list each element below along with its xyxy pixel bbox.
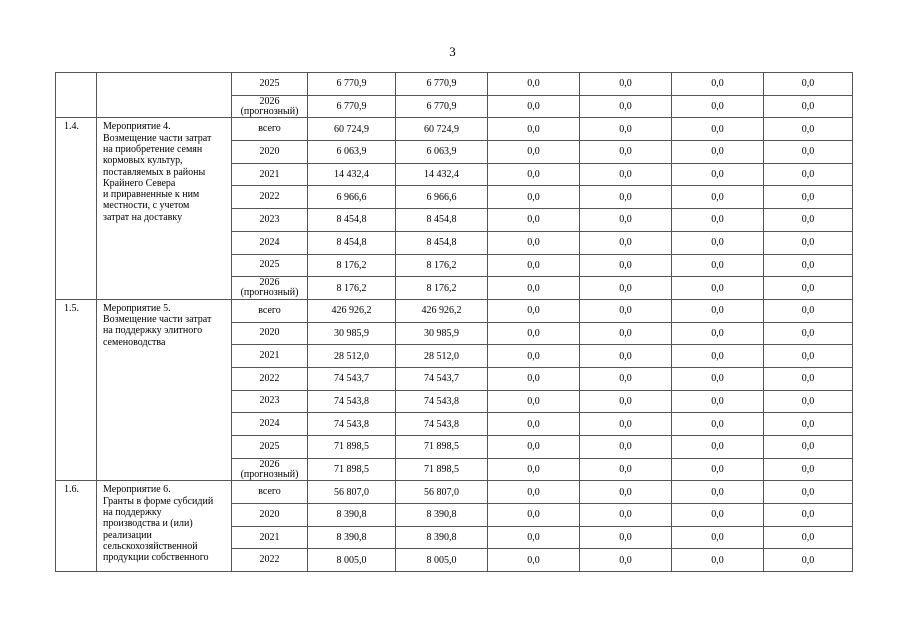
value-cell: 6 063,9 — [396, 141, 488, 164]
zero-cell: 0,0 — [580, 231, 672, 254]
zero-cell: 0,0 — [488, 163, 580, 186]
zero-cell: 0,0 — [764, 367, 853, 390]
zero-cell: 0,0 — [580, 254, 672, 277]
zero-cell: 0,0 — [488, 299, 580, 322]
zero-cell: 0,0 — [672, 367, 764, 390]
zero-cell: 0,0 — [764, 436, 853, 459]
value-cell: 8 390,8 — [396, 504, 488, 527]
year-cell: 2023 — [232, 209, 308, 232]
total-cell: 426 926,2 — [308, 299, 396, 322]
total-cell: 56 807,0 — [308, 481, 396, 504]
total-cell: 71 898,5 — [308, 458, 396, 481]
zero-cell: 0,0 — [764, 299, 853, 322]
zero-cell: 0,0 — [672, 526, 764, 549]
item-name: Мероприятие 5. Возмещение части затрат на поддержку элитного семеноводства — [97, 299, 232, 481]
zero-cell: 0,0 — [672, 141, 764, 164]
zero-cell: 0,0 — [672, 186, 764, 209]
zero-cell: 0,0 — [488, 345, 580, 368]
table-row — [56, 481, 853, 504]
zero-cell: 0,0 — [764, 481, 853, 504]
total-cell: 28 512,0 — [308, 345, 396, 368]
zero-cell: 0,0 — [764, 526, 853, 549]
page-number: 3 — [449, 44, 456, 59]
zero-cell: 0,0 — [764, 95, 853, 118]
total-cell: 8 454,8 — [308, 209, 396, 232]
zero-cell: 0,0 — [580, 209, 672, 232]
zero-cell: 0,0 — [580, 458, 672, 481]
value-cell: 74 543,8 — [396, 413, 488, 436]
number-cell-empty — [56, 73, 97, 118]
zero-cell: 0,0 — [488, 277, 580, 300]
zero-cell: 0,0 — [764, 73, 853, 96]
item-name: Мероприятие 4. Возмещение части затрат на приобретение семян кормовых культур, поставляемых в районы Крайнего Севера и приравненные к ним местности, с учетом затрат на доставку — [97, 118, 232, 300]
value-cell: 14 432,4 — [396, 163, 488, 186]
item-number: 1.6. — [56, 481, 97, 572]
zero-cell: 0,0 — [580, 95, 672, 118]
value-cell: 6 770,9 — [396, 95, 488, 118]
year-cell: 2024 — [232, 231, 308, 254]
zero-cell: 0,0 — [672, 73, 764, 96]
total-cell: 8 390,8 — [308, 504, 396, 527]
zero-cell: 0,0 — [488, 186, 580, 209]
zero-cell: 0,0 — [580, 73, 672, 96]
zero-cell: 0,0 — [672, 163, 764, 186]
total-cell: 8 176,2 — [308, 277, 396, 300]
zero-cell: 0,0 — [764, 322, 853, 345]
total-cell: 8 454,8 — [308, 231, 396, 254]
zero-cell: 0,0 — [488, 118, 580, 141]
zero-cell: 0,0 — [672, 277, 764, 300]
year-cell: 2026 (прогнозный) — [232, 277, 308, 300]
zero-cell: 0,0 — [488, 231, 580, 254]
year-cell: 2021 — [232, 345, 308, 368]
zero-cell: 0,0 — [764, 458, 853, 481]
zero-cell: 0,0 — [488, 209, 580, 232]
table-row — [56, 299, 853, 322]
zero-cell: 0,0 — [672, 345, 764, 368]
year-cell: 2022 — [232, 186, 308, 209]
zero-cell: 0,0 — [580, 118, 672, 141]
total-cell: 6 966,6 — [308, 186, 396, 209]
zero-cell: 0,0 — [764, 504, 853, 527]
value-cell: 8 176,2 — [396, 254, 488, 277]
year-cell: 2025 — [232, 436, 308, 459]
value-cell: 74 543,8 — [396, 390, 488, 413]
total-cell: 71 898,5 — [308, 436, 396, 459]
zero-cell: 0,0 — [764, 186, 853, 209]
total-cell: 74 543,8 — [308, 390, 396, 413]
year-cell: всего — [232, 481, 308, 504]
zero-cell: 0,0 — [488, 504, 580, 527]
name-cell-empty — [97, 73, 232, 118]
zero-cell: 0,0 — [488, 390, 580, 413]
year-cell: 2024 — [232, 413, 308, 436]
total-cell: 8 176,2 — [308, 254, 396, 277]
zero-cell: 0,0 — [488, 367, 580, 390]
total-cell: 60 724,9 — [308, 118, 396, 141]
zero-cell: 0,0 — [672, 436, 764, 459]
year-cell: 2020 — [232, 141, 308, 164]
item-name: Мероприятие 6. Гранты в форме субсидий на поддержку производства и (или) реализации сельскохозяйственной продукции собственного — [97, 481, 232, 572]
zero-cell: 0,0 — [488, 254, 580, 277]
year-cell: 2026 (прогнозный) — [232, 95, 308, 118]
zero-cell: 0,0 — [764, 118, 853, 141]
year-cell: 2022 — [232, 367, 308, 390]
zero-cell: 0,0 — [488, 413, 580, 436]
zero-cell: 0,0 — [580, 390, 672, 413]
item-number: 1.5. — [56, 299, 97, 481]
zero-cell: 0,0 — [764, 254, 853, 277]
year-cell: 2020 — [232, 504, 308, 527]
value-cell: 71 898,5 — [396, 458, 488, 481]
value-cell: 6 770,9 — [396, 73, 488, 96]
zero-cell: 0,0 — [580, 413, 672, 436]
zero-cell: 0,0 — [764, 549, 853, 572]
year-cell: 2020 — [232, 322, 308, 345]
value-cell: 8 454,8 — [396, 209, 488, 232]
value-cell: 8 176,2 — [396, 277, 488, 300]
zero-cell: 0,0 — [764, 209, 853, 232]
total-cell: 14 432,4 — [308, 163, 396, 186]
value-cell: 8 005,0 — [396, 549, 488, 572]
zero-cell: 0,0 — [580, 504, 672, 527]
value-cell: 426 926,2 — [396, 299, 488, 322]
zero-cell: 0,0 — [488, 95, 580, 118]
value-cell: 8 390,8 — [396, 526, 488, 549]
zero-cell: 0,0 — [580, 526, 672, 549]
zero-cell: 0,0 — [580, 141, 672, 164]
value-cell: 71 898,5 — [396, 436, 488, 459]
total-cell: 6 770,9 — [308, 95, 396, 118]
zero-cell: 0,0 — [764, 277, 853, 300]
total-cell: 6 770,9 — [308, 73, 396, 96]
table-row — [56, 73, 853, 96]
zero-cell: 0,0 — [488, 141, 580, 164]
zero-cell: 0,0 — [672, 118, 764, 141]
total-cell: 8 005,0 — [308, 549, 396, 572]
value-cell: 56 807,0 — [396, 481, 488, 504]
value-cell: 60 724,9 — [396, 118, 488, 141]
zero-cell: 0,0 — [672, 504, 764, 527]
value-cell: 74 543,7 — [396, 367, 488, 390]
zero-cell: 0,0 — [488, 549, 580, 572]
zero-cell: 0,0 — [580, 163, 672, 186]
total-cell: 8 390,8 — [308, 526, 396, 549]
zero-cell: 0,0 — [580, 322, 672, 345]
year-cell: всего — [232, 118, 308, 141]
year-cell: 2025 — [232, 254, 308, 277]
total-cell: 30 985,9 — [308, 322, 396, 345]
year-cell: всего — [232, 299, 308, 322]
year-cell: 2021 — [232, 163, 308, 186]
zero-cell: 0,0 — [672, 95, 764, 118]
year-cell: 2023 — [232, 390, 308, 413]
year-cell: 2022 — [232, 549, 308, 572]
total-cell: 6 063,9 — [308, 141, 396, 164]
zero-cell: 0,0 — [580, 549, 672, 572]
year-cell: 2026 (прогнозный) — [232, 458, 308, 481]
table-row — [56, 118, 853, 141]
zero-cell: 0,0 — [672, 209, 764, 232]
zero-cell: 0,0 — [488, 526, 580, 549]
zero-cell: 0,0 — [672, 231, 764, 254]
total-cell: 74 543,7 — [308, 367, 396, 390]
year-cell: 2025 — [232, 73, 308, 96]
zero-cell: 0,0 — [672, 549, 764, 572]
funding-table — [55, 72, 853, 572]
zero-cell: 0,0 — [672, 254, 764, 277]
zero-cell: 0,0 — [580, 345, 672, 368]
zero-cell: 0,0 — [580, 186, 672, 209]
zero-cell: 0,0 — [764, 141, 853, 164]
value-cell: 6 966,6 — [396, 186, 488, 209]
zero-cell: 0,0 — [488, 73, 580, 96]
zero-cell: 0,0 — [580, 481, 672, 504]
zero-cell: 0,0 — [764, 231, 853, 254]
zero-cell: 0,0 — [488, 322, 580, 345]
zero-cell: 0,0 — [764, 163, 853, 186]
zero-cell: 0,0 — [580, 299, 672, 322]
zero-cell: 0,0 — [488, 481, 580, 504]
zero-cell: 0,0 — [764, 390, 853, 413]
zero-cell: 0,0 — [672, 413, 764, 436]
value-cell: 28 512,0 — [396, 345, 488, 368]
item-number: 1.4. — [56, 118, 97, 300]
zero-cell: 0,0 — [672, 390, 764, 413]
zero-cell: 0,0 — [672, 322, 764, 345]
zero-cell: 0,0 — [580, 436, 672, 459]
zero-cell: 0,0 — [488, 458, 580, 481]
value-cell: 8 454,8 — [396, 231, 488, 254]
year-cell: 2021 — [232, 526, 308, 549]
zero-cell: 0,0 — [764, 413, 853, 436]
zero-cell: 0,0 — [672, 481, 764, 504]
zero-cell: 0,0 — [672, 458, 764, 481]
zero-cell: 0,0 — [764, 345, 853, 368]
zero-cell: 0,0 — [672, 299, 764, 322]
value-cell: 30 985,9 — [396, 322, 488, 345]
zero-cell: 0,0 — [580, 277, 672, 300]
total-cell: 74 543,8 — [308, 413, 396, 436]
zero-cell: 0,0 — [488, 436, 580, 459]
zero-cell: 0,0 — [580, 367, 672, 390]
